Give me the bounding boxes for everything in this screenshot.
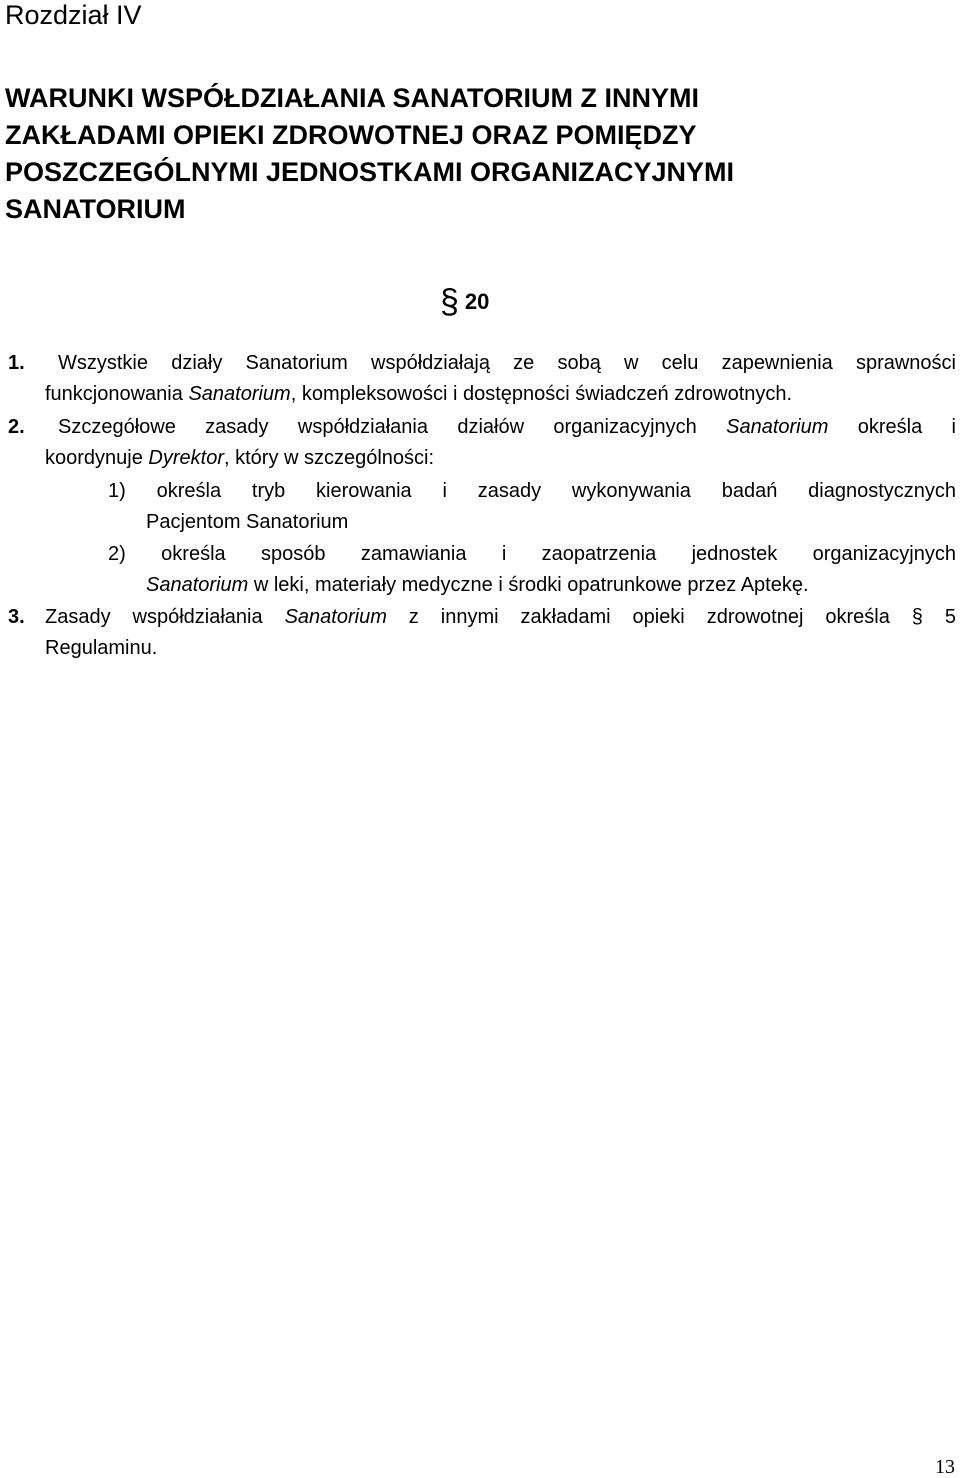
item-number: 3. <box>8 606 25 628</box>
section-heading <box>440 283 490 321</box>
sub-item-2-line-2: Sanatorium w leki, materiały medyczne i środki opatrunkowe przez Aptekę. <box>146 574 809 596</box>
title-line: POSZCZEGÓLNYMI JEDNOSTKAMI ORGANIZACYJNYMI <box>5 157 735 187</box>
item-2-line-2: koordynuje Dyrektor, który w szczególności: <box>45 447 435 469</box>
section-number: 20 <box>464 289 490 314</box>
item-3-line-2: Regulaminu. <box>45 637 158 659</box>
sub-item-1-line-1: 1) określa tryb kierowania i zasady wykonywania badań diagnostycznych <box>108 480 956 502</box>
title-line: ZAKŁADAMI OPIEKI ZDROWOTNEJ ORAZ POMIĘDZY <box>5 120 697 150</box>
item-3-line-1: Zasady współdziałania Sanatorium z innymi zakładami opieki zdrowotnej określa § 5 <box>45 606 957 628</box>
item-1-line-2: funkcjonowania Sanatorium, kompleksowości i dostępności świadczeń zdrowotnych. <box>45 383 793 405</box>
section-symbol: § <box>440 283 459 321</box>
title-line: SANATORIUM <box>5 194 186 224</box>
item-1-line-1: Wszystkie działy Sanatorium współdziałają ze sobą w celu zapewnienia sprawności <box>58 352 956 374</box>
item-2-line-1: Szczegółowe zasady współdziałania działów organizacyjnych Sanatorium określa i <box>58 416 956 438</box>
page-number: 13 <box>935 1456 955 1478</box>
sub-item-2-line-1: 2) określa sposób zamawiania i zaopatrzenia jednostek organizacyjnych <box>108 543 956 565</box>
title-line: WARUNKI WSPÓŁDZIAŁANIA SANATORIUM Z INNYMI <box>5 83 699 113</box>
chapter-heading: Rozdział IV <box>5 0 142 30</box>
chapter-title <box>5 80 945 228</box>
item-number: 2. <box>8 416 25 438</box>
sub-item-1-line-2: Pacjentom Sanatorium <box>146 511 349 533</box>
item-number: 1. <box>8 352 25 374</box>
